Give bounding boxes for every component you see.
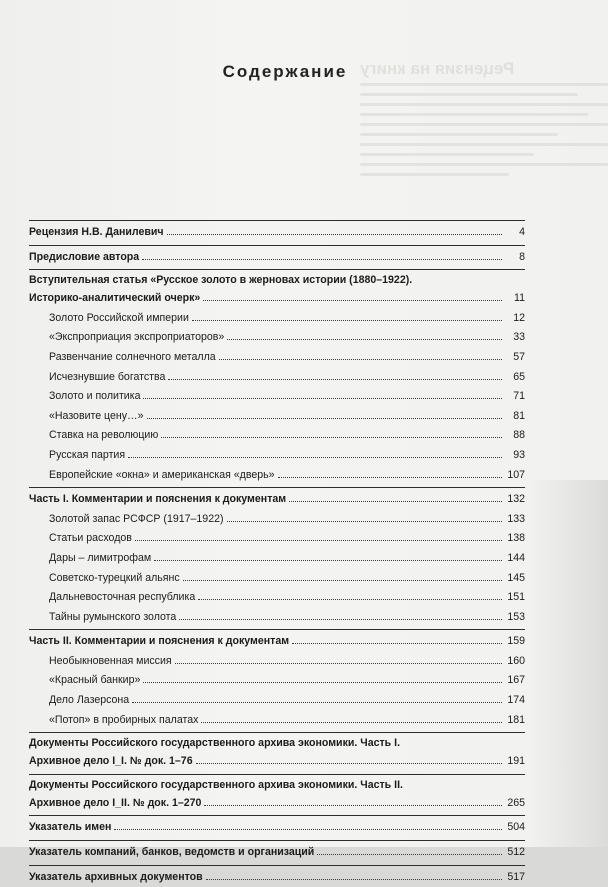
dot-leader — [289, 501, 502, 502]
toc-subentry — [29, 652, 525, 672]
page-number: 33 — [513, 331, 525, 344]
entry-title: Архивное дело I_II. № док. 1–270 — [29, 796, 202, 809]
table-of-contents — [29, 218, 525, 887]
show-through-text — [360, 62, 608, 232]
entry-title: Архивное дело I_I. № док. 1–76 — [29, 755, 193, 768]
entry-title: Развенчание солнечного металла — [49, 350, 216, 363]
dot-leader — [219, 359, 502, 360]
entry-title: Ставка на революцию — [49, 429, 159, 442]
dot-leader — [135, 540, 502, 541]
toc-subentry — [29, 529, 525, 549]
entry-title: Исчезнувшие богатства — [49, 370, 166, 383]
entry-title: «Красный банкир» — [49, 674, 141, 687]
section-divider — [29, 629, 525, 630]
toc-entry — [29, 248, 525, 268]
dot-leader — [192, 320, 502, 321]
toc-subentry — [29, 387, 525, 407]
dot-leader — [227, 339, 502, 340]
toc-subentry — [29, 608, 525, 628]
entry-title: Часть II. Комментарии и пояснения к документам — [29, 635, 290, 648]
toc-subentry — [29, 426, 525, 446]
toc-subentry — [29, 691, 525, 711]
section-divider — [29, 220, 525, 221]
section-divider — [29, 840, 525, 841]
entry-title: Дело Лазерсона — [49, 694, 130, 707]
dot-leader — [183, 580, 502, 581]
toc-entry — [29, 818, 525, 838]
page-number: 174 — [507, 694, 525, 707]
toc-entry — [29, 289, 525, 309]
entry-title: Советско-турецкий альянс — [49, 571, 180, 584]
page-title: Содержание — [222, 62, 348, 81]
dot-leader — [142, 259, 502, 260]
page-number: 132 — [507, 493, 525, 506]
section-divider — [29, 732, 525, 733]
section-divider — [29, 487, 525, 488]
entry-title: Золотой запас РСФСР (1917–1922) — [49, 512, 224, 525]
show-through-title: Рецензия на книгу — [360, 62, 515, 78]
entry-title: Европейские «окна» и американская «дверь» — [49, 468, 275, 481]
toc-subentry — [29, 446, 525, 466]
dot-leader — [143, 682, 502, 683]
toc-subentry — [29, 348, 525, 368]
dot-leader — [132, 702, 502, 703]
dot-leader — [198, 599, 502, 600]
entry-title: Дары – лимитрофам — [49, 551, 152, 564]
page-number: 191 — [507, 755, 525, 768]
toc-subentry — [29, 368, 525, 388]
toc-subentry — [29, 328, 525, 348]
dot-leader — [317, 854, 502, 855]
toc-subentry — [29, 309, 525, 329]
entry-title: «Назовите цену…» — [49, 409, 144, 422]
page-number: 8 — [519, 250, 525, 263]
page-number: 159 — [507, 635, 525, 648]
entry-title-line: Вступительная статья «Русское золото в жерновах истории (1880–1922). — [29, 274, 413, 287]
page-number: 4 — [519, 226, 525, 238]
toc-entry — [29, 752, 525, 772]
entry-title: Тайны румынского золота — [49, 610, 177, 623]
dot-leader — [175, 663, 502, 664]
entry-title: Золото и политика — [49, 390, 141, 403]
entry-title: Указатель компаний, банков, ведомств и организаций — [29, 846, 315, 859]
page-number: 11 — [514, 292, 525, 305]
dot-leader — [201, 722, 502, 723]
dot-leader — [227, 521, 502, 522]
page-number: 88 — [513, 429, 525, 442]
toc-subentry — [29, 569, 525, 589]
dot-leader — [128, 457, 502, 458]
entry-title: Необыкновенная миссия — [49, 654, 172, 667]
page-edge-shadow — [528, 480, 608, 847]
page-number: 81 — [513, 409, 525, 422]
dot-leader — [147, 418, 502, 419]
page-number: 12 — [513, 311, 525, 324]
page-number: 107 — [507, 468, 525, 481]
entry-title: Рецензия Н.В. Данилевич — [29, 226, 164, 238]
toc-subentry — [29, 549, 525, 569]
section-divider — [29, 815, 525, 816]
page-number: 133 — [507, 512, 525, 525]
page-number: 65 — [513, 370, 525, 383]
dot-leader — [196, 763, 502, 764]
toc-entry — [29, 490, 525, 510]
entry-title: Дальневосточная республика — [49, 591, 196, 604]
toc-subentry — [29, 711, 525, 731]
section-divider — [29, 245, 525, 246]
section-divider — [29, 269, 525, 270]
entry-title: Указатель имен — [29, 821, 112, 834]
dot-leader — [292, 643, 502, 644]
page-number: 512 — [507, 846, 525, 859]
toc-entry — [29, 632, 525, 652]
dot-leader — [179, 619, 502, 620]
toc-entry — [29, 868, 525, 887]
page-number: 504 — [507, 821, 525, 834]
dot-leader — [168, 379, 502, 380]
entry-title-line: Документы Российского государственного архива экономики. Часть II. — [29, 778, 403, 791]
dot-leader — [203, 300, 502, 301]
page-number: 167 — [507, 674, 525, 687]
page-number: 153 — [507, 610, 525, 623]
page-number: 265 — [507, 796, 525, 809]
page-number: 71 — [513, 390, 525, 403]
entry-title: «Экспроприация экспроприаторов» — [49, 331, 225, 344]
page-number: 181 — [507, 713, 525, 726]
page-number: 517 — [507, 870, 525, 883]
toc-subentry — [29, 671, 525, 691]
page-number: 144 — [507, 551, 525, 564]
page-number: 160 — [507, 654, 525, 667]
page-number: 145 — [507, 571, 525, 584]
dot-leader — [204, 805, 502, 806]
page-number: 138 — [507, 532, 525, 545]
toc-entry — [29, 843, 525, 863]
dot-leader — [154, 560, 502, 561]
entry-title: «Потоп» в пробирных палатах — [49, 713, 199, 726]
toc-subentry — [29, 588, 525, 608]
page-number: 93 — [513, 448, 525, 461]
dot-leader — [161, 437, 502, 438]
toc-subentry — [29, 510, 525, 530]
entry-title: Предисловие автора — [29, 250, 140, 263]
entry-title: Часть I. Комментарии и пояснения к документам — [29, 493, 287, 506]
section-divider — [29, 774, 525, 775]
dot-leader — [114, 829, 502, 830]
dot-leader — [278, 477, 502, 478]
entry-title: Указатель архивных документов — [29, 870, 203, 883]
page-number: 57 — [513, 350, 525, 363]
dot-leader — [206, 879, 502, 880]
entry-title: Русская партия — [49, 448, 126, 461]
toc-entry — [29, 794, 525, 814]
page-number: 151 — [507, 591, 525, 604]
section-divider — [29, 865, 525, 866]
entry-title: Историко-аналитический очерк» — [29, 292, 201, 305]
dot-leader — [143, 398, 502, 399]
dot-leader — [167, 234, 502, 235]
entry-title-line: Документы Российского государственного архива экономики. Часть I. — [29, 737, 401, 750]
toc-subentry — [29, 466, 525, 486]
toc-entry — [29, 223, 525, 243]
entry-title: Золото Российской империи — [49, 311, 189, 324]
entry-title: Статьи расходов — [49, 532, 132, 545]
toc-subentry — [29, 407, 525, 427]
